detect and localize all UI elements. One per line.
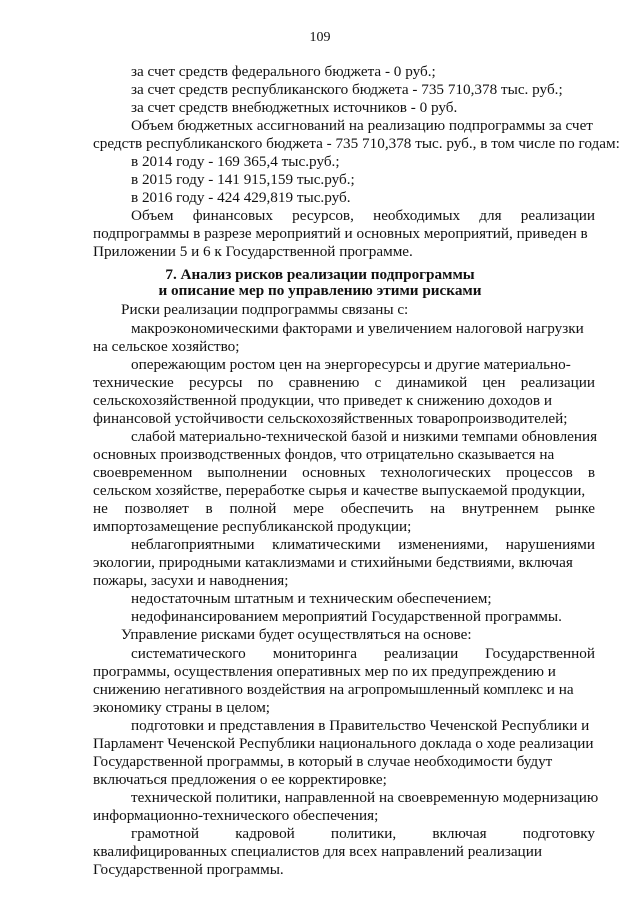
text-line: макроэкономическими факторами и увеличением налоговой нагрузки	[131, 320, 584, 337]
text-line: неблагоприятными климатическими изменениями, нарушениями	[131, 536, 595, 553]
text-line: основных производственных фондов, что отрицательно сказывается на	[93, 446, 555, 463]
text-line: сельском хозяйстве, переработке сырья и качестве выпускаемой продукции,	[93, 482, 586, 499]
text-line: средств республиканского бюджета - 735 710,378 тыс. руб., в том числе по годам:	[93, 135, 620, 152]
text-line: в 2015 году - 141 915,159 тыс.руб.;	[131, 171, 355, 188]
text-line: технические ресурсы по сравнению с динамикой цен реализации	[93, 374, 595, 391]
page-number: 109	[309, 30, 331, 45]
section-heading-line1: 7. Анализ рисков реализации подпрограммы	[165, 266, 475, 283]
text-line: грамотной кадровой политики, включая подготовку	[131, 825, 595, 842]
text-line: опережающим ростом цен на энергоресурсы и другие материально-	[131, 356, 571, 373]
text-line: программы, осуществления оперативных мер по их предупреждению и	[93, 663, 556, 680]
text-line: не позволяет в полной мере обеспечить на внутреннем рынке	[93, 500, 595, 517]
text-line: экономику страны в целом;	[93, 699, 271, 716]
text-line: технической политики, направленной на своевременную модернизацию	[131, 789, 599, 806]
text-line: сельскохозяйственной продукции, что приведет к снижению доходов и	[93, 392, 552, 409]
text-line: Приложении 5 и 6 к Государственной программе.	[93, 243, 413, 260]
text-line: пожары, засухи и наводнения;	[93, 572, 289, 589]
text-line: своевременном выполнении основных технологических процессов в	[93, 464, 595, 481]
text-line: снижению негативного воздействия на агропромышленный комплекс и на	[93, 681, 574, 698]
text-line: в 2016 году - 424 429,819 тыс.руб.	[131, 189, 351, 206]
section-heading-line2: и описание мер по управлению этими рисками	[158, 282, 482, 299]
text-line: Объем бюджетных ассигнований на реализацию подпрограммы за счет	[131, 117, 593, 134]
text-line: за счет средств внебюджетных источников - 0 руб.	[131, 99, 458, 116]
text-line: систематического мониторинга реализации Государственной	[131, 645, 595, 662]
text-line: Государственной программы.	[93, 861, 284, 878]
text-line: Управление рисками будет осуществляться на основе:	[121, 626, 472, 643]
text-line: слабой материально-технической базой и низкими темпами обновления	[131, 428, 598, 445]
text-line: недофинансированием мероприятий Государственной программы.	[131, 608, 562, 625]
text-line: Риски реализации подпрограммы связаны с:	[121, 301, 409, 318]
text-line: за счет средств федерального бюджета - 0 руб.;	[131, 63, 436, 80]
text-line: квалифицированных специалистов для всех направлений реализации	[93, 843, 542, 860]
text-line: экологии, природными катаклизмами и стихийными бедствиями, включая	[93, 554, 573, 571]
text-line: подпрограммы в разрезе мероприятий и основных мероприятий, приведен в	[93, 225, 588, 242]
text-line: в 2014 году - 169 365,4 тыс.руб.;	[131, 153, 340, 170]
text-line: подготовки и представления в Правительство Чеченской Республики и	[131, 717, 590, 734]
text-line: Объем финансовых ресурсов, необходимых для реализации	[131, 207, 595, 224]
text-line: за счет средств республиканского бюджета - 735 710,378 тыс. руб.;	[131, 81, 563, 98]
text-line: финансовой устойчивости сельскохозяйственных товаропроизводителей;	[93, 410, 568, 427]
text-line: на сельское хозяйство;	[93, 338, 240, 355]
text-line: информационно-технического обеспечения;	[93, 807, 379, 824]
text-line: импортозамещение республиканской продукции;	[93, 518, 412, 535]
text-line: Парламент Чеченской Республики национального доклада о ходе реализации	[93, 735, 594, 752]
text-line: Государственной программы, в который в случае необходимости будут	[93, 753, 553, 770]
text-line: включаться предложения о ее корректировке;	[93, 771, 387, 788]
text-line: недостаточным штатным и техническим обеспечением;	[131, 590, 492, 607]
